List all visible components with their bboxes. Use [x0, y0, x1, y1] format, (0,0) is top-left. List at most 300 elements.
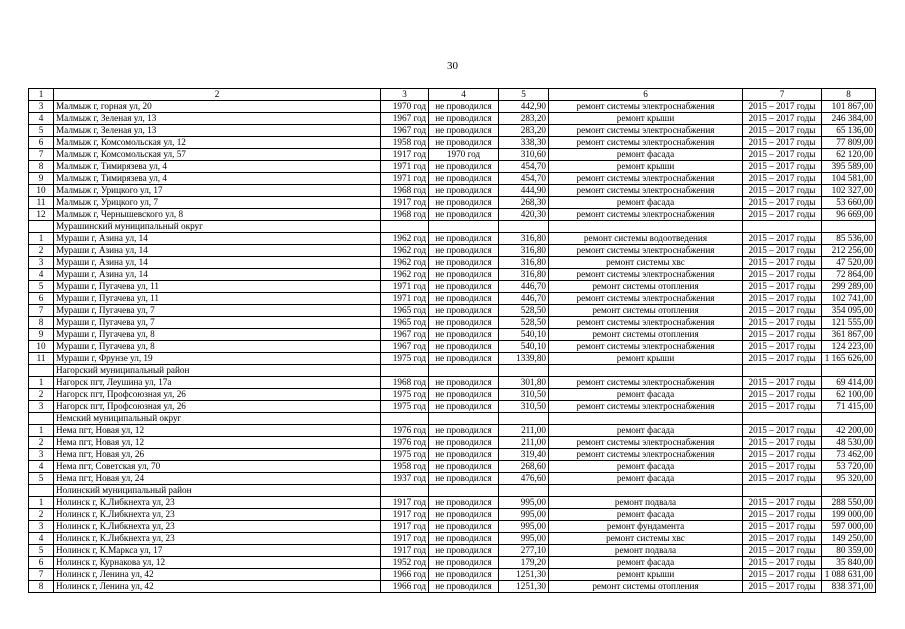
address-cell: Мураши г, Пугачева ул, 11 [54, 281, 381, 293]
section-empty-cell [743, 413, 822, 425]
section-empty-cell [549, 365, 743, 377]
build-year-cell: 1975 год [381, 449, 429, 461]
last-repair-cell: не проводился [429, 269, 499, 281]
cost-cell: 42 200,00 [822, 425, 876, 437]
cost-cell: 62 100,00 [822, 389, 876, 401]
column-header: 8 [822, 89, 876, 101]
cost-cell: 102 327,00 [822, 185, 876, 197]
row-number-cell: 8 [29, 581, 54, 593]
period-cell: 2015 – 2017 годы [743, 161, 822, 173]
cost-cell: 354 095,00 [822, 305, 876, 317]
build-year-cell: 1966 год [381, 581, 429, 593]
build-year-cell: 1967 год [381, 113, 429, 125]
address-cell: Нагорск пгт, Леушина ул, 17а [54, 377, 381, 389]
work-type-cell: ремонт крыши [549, 569, 743, 581]
address-cell: Нолинск г, К.Либкнехта ул, 23 [54, 497, 381, 509]
section-blank-cell [29, 221, 54, 233]
period-cell: 2015 – 2017 годы [743, 557, 822, 569]
area-cell: 995,00 [499, 533, 549, 545]
cost-cell: 838 371,00 [822, 581, 876, 593]
row-number-cell: 1 [29, 233, 54, 245]
period-cell: 2015 – 2017 годы [743, 329, 822, 341]
table-row [29, 185, 876, 197]
last-repair-cell: не проводился [429, 197, 499, 209]
period-cell: 2015 – 2017 годы [743, 533, 822, 545]
area-cell: 316,80 [499, 245, 549, 257]
area-cell: 442,90 [499, 101, 549, 113]
section-empty-cell [381, 365, 429, 377]
table-row [29, 533, 876, 545]
address-cell: Нагорск пгт, Профсоюзная ул, 26 [54, 401, 381, 413]
period-cell: 2015 – 2017 годы [743, 281, 822, 293]
address-cell: Мураши г, Азина ул, 14 [54, 257, 381, 269]
section-row [29, 221, 876, 233]
table-row [29, 557, 876, 569]
capital-repair-table [28, 88, 876, 593]
cost-cell: 62 120,00 [822, 149, 876, 161]
period-cell: 2015 – 2017 годы [743, 449, 822, 461]
row-number-cell: 1 [29, 377, 54, 389]
period-cell: 2015 – 2017 годы [743, 353, 822, 365]
period-cell: 2015 – 2017 годы [743, 305, 822, 317]
cost-cell: 102 741,00 [822, 293, 876, 305]
build-year-cell: 1962 год [381, 269, 429, 281]
address-cell: Малмыж г, Тимирязева ул, 4 [54, 161, 381, 173]
work-type-cell: ремонт системы электроснабжения [549, 449, 743, 461]
address-cell: Мураши г, Фрунзе ул, 19 [54, 353, 381, 365]
period-cell: 2015 – 2017 годы [743, 425, 822, 437]
cost-cell: 72 864,00 [822, 269, 876, 281]
last-repair-cell: не проводился [429, 581, 499, 593]
section-row [29, 485, 876, 497]
last-repair-cell: не проводился [429, 425, 499, 437]
area-cell: 540,10 [499, 341, 549, 353]
build-year-cell: 1975 год [381, 389, 429, 401]
row-number-cell: 4 [29, 533, 54, 545]
row-number-cell: 3 [29, 257, 54, 269]
address-cell: Нема пгт, Новая ул, 24 [54, 473, 381, 485]
last-repair-cell: 1970 год [429, 149, 499, 161]
section-empty-cell [743, 365, 822, 377]
cost-cell: 85 536,00 [822, 233, 876, 245]
row-number-cell: 5 [29, 473, 54, 485]
period-cell: 2015 – 2017 годы [743, 317, 822, 329]
last-repair-cell: не проводился [429, 281, 499, 293]
area-cell: 316,80 [499, 257, 549, 269]
work-type-cell: ремонт системы электроснабжения [549, 101, 743, 113]
cost-cell: 53 720,00 [822, 461, 876, 473]
work-type-cell: ремонт системы электроснабжения [549, 437, 743, 449]
last-repair-cell: не проводился [429, 233, 499, 245]
work-type-cell: ремонт системы отопления [549, 329, 743, 341]
build-year-cell: 1917 год [381, 197, 429, 209]
period-cell: 2015 – 2017 годы [743, 545, 822, 557]
cost-cell: 597 000,00 [822, 521, 876, 533]
work-type-cell: ремонт системы электроснабжения [549, 341, 743, 353]
cost-cell: 73 462,00 [822, 449, 876, 461]
section-empty-cell [822, 485, 876, 497]
area-cell: 446,70 [499, 281, 549, 293]
cost-cell: 77 809,00 [822, 137, 876, 149]
row-number-cell: 7 [29, 305, 54, 317]
section-label: Нолинский муниципальный район [54, 485, 381, 497]
work-type-cell: ремонт системы хвс [549, 533, 743, 545]
work-type-cell: ремонт системы электроснабжения [549, 317, 743, 329]
build-year-cell: 1937 год [381, 473, 429, 485]
build-year-cell: 1917 год [381, 509, 429, 521]
section-empty-cell [381, 485, 429, 497]
last-repair-cell: не проводился [429, 161, 499, 173]
cost-cell: 199 000,00 [822, 509, 876, 521]
area-cell: 179,20 [499, 557, 549, 569]
last-repair-cell: не проводился [429, 545, 499, 557]
last-repair-cell: не проводился [429, 533, 499, 545]
area-cell: 310,50 [499, 401, 549, 413]
build-year-cell: 1968 год [381, 185, 429, 197]
last-repair-cell: не проводился [429, 341, 499, 353]
section-empty-cell [822, 365, 876, 377]
work-type-cell: ремонт системы электроснабжения [549, 293, 743, 305]
work-type-cell: ремонт системы электроснабжения [549, 125, 743, 137]
work-type-cell: ремонт системы электроснабжения [549, 377, 743, 389]
section-blank-cell [29, 413, 54, 425]
period-cell: 2015 – 2017 годы [743, 125, 822, 137]
column-header: 7 [743, 89, 822, 101]
build-year-cell: 1968 год [381, 209, 429, 221]
cost-cell: 299 289,00 [822, 281, 876, 293]
table-row [29, 581, 876, 593]
section-empty-cell [429, 221, 499, 233]
table-body [29, 89, 876, 593]
table-row [29, 305, 876, 317]
area-cell: 310,50 [499, 389, 549, 401]
work-type-cell: ремонт крыши [549, 113, 743, 125]
work-type-cell: ремонт фасада [549, 197, 743, 209]
table-row [29, 269, 876, 281]
address-cell: Нолинск г, Курнакова ул, 12 [54, 557, 381, 569]
build-year-cell: 1971 год [381, 293, 429, 305]
row-number-cell: 2 [29, 245, 54, 257]
table-row [29, 101, 876, 113]
table-row [29, 569, 876, 581]
section-row [29, 413, 876, 425]
last-repair-cell: не проводился [429, 377, 499, 389]
build-year-cell: 1917 год [381, 521, 429, 533]
period-cell: 2015 – 2017 годы [743, 581, 822, 593]
address-cell: Нолинск г, К.Либкнехта ул, 23 [54, 509, 381, 521]
row-number-cell: 8 [29, 161, 54, 173]
table-row [29, 113, 876, 125]
cost-cell: 361 867,00 [822, 329, 876, 341]
period-cell: 2015 – 2017 годы [743, 233, 822, 245]
period-cell: 2015 – 2017 годы [743, 245, 822, 257]
build-year-cell: 1962 год [381, 245, 429, 257]
work-type-cell: ремонт системы электроснабжения [549, 269, 743, 281]
period-cell: 2015 – 2017 годы [743, 569, 822, 581]
cost-cell: 104 581,00 [822, 173, 876, 185]
area-cell: 540,10 [499, 329, 549, 341]
cost-cell: 246 384,00 [822, 113, 876, 125]
period-cell: 2015 – 2017 годы [743, 521, 822, 533]
cost-cell: 212 256,00 [822, 245, 876, 257]
build-year-cell: 1976 год [381, 425, 429, 437]
build-year-cell: 1975 год [381, 401, 429, 413]
row-number-cell: 3 [29, 401, 54, 413]
area-cell: 528,50 [499, 317, 549, 329]
row-number-cell: 3 [29, 101, 54, 113]
row-number-cell: 6 [29, 293, 54, 305]
period-cell: 2015 – 2017 годы [743, 137, 822, 149]
period-cell: 2015 – 2017 годы [743, 101, 822, 113]
work-type-cell: ремонт системы электроснабжения [549, 401, 743, 413]
table-row [29, 197, 876, 209]
row-number-cell: 2 [29, 437, 54, 449]
build-year-cell: 1962 год [381, 257, 429, 269]
last-repair-cell: не проводился [429, 209, 499, 221]
cost-cell: 288 550,00 [822, 497, 876, 509]
area-cell: 1339,80 [499, 353, 549, 365]
table-row [29, 125, 876, 137]
period-cell: 2015 – 2017 годы [743, 293, 822, 305]
area-cell: 316,80 [499, 233, 549, 245]
cost-cell: 149 250,00 [822, 533, 876, 545]
cost-cell: 47 520,00 [822, 257, 876, 269]
build-year-cell: 1917 год [381, 533, 429, 545]
section-empty-cell [743, 485, 822, 497]
row-number-cell: 5 [29, 281, 54, 293]
build-year-cell: 1967 год [381, 341, 429, 353]
table-row [29, 257, 876, 269]
build-year-cell: 1967 год [381, 125, 429, 137]
column-header: 3 [381, 89, 429, 101]
cost-cell: 80 359,00 [822, 545, 876, 557]
work-type-cell: ремонт системы отопления [549, 305, 743, 317]
period-cell: 2015 – 2017 годы [743, 149, 822, 161]
area-cell: 277,10 [499, 545, 549, 557]
cost-cell: 53 660,00 [822, 197, 876, 209]
build-year-cell: 1971 год [381, 161, 429, 173]
area-cell: 283,20 [499, 113, 549, 125]
period-cell: 2015 – 2017 годы [743, 269, 822, 281]
area-cell: 319,40 [499, 449, 549, 461]
area-cell: 268,30 [499, 197, 549, 209]
build-year-cell: 1976 год [381, 437, 429, 449]
section-label: Немский муниципальный округ [54, 413, 381, 425]
cost-cell: 48 530,00 [822, 437, 876, 449]
cost-cell: 95 320,00 [822, 473, 876, 485]
area-cell: 995,00 [499, 521, 549, 533]
period-cell: 2015 – 2017 годы [743, 185, 822, 197]
last-repair-cell: не проводился [429, 101, 499, 113]
cost-cell: 1 088 631,00 [822, 569, 876, 581]
section-blank-cell [29, 365, 54, 377]
cost-cell: 1 165 626,00 [822, 353, 876, 365]
build-year-cell: 1965 год [381, 305, 429, 317]
build-year-cell: 1962 год [381, 233, 429, 245]
table-row [29, 425, 876, 437]
work-type-cell: ремонт фасада [549, 149, 743, 161]
address-cell: Малмыж г, Тимирязева ул, 4 [54, 173, 381, 185]
cost-cell: 96 669,00 [822, 209, 876, 221]
row-number-cell: 6 [29, 137, 54, 149]
table-row [29, 401, 876, 413]
period-cell: 2015 – 2017 годы [743, 377, 822, 389]
address-cell: Малмыж г, Урицкого ул, 7 [54, 197, 381, 209]
area-cell: 995,00 [499, 509, 549, 521]
section-empty-cell [549, 413, 743, 425]
table-row [29, 137, 876, 149]
row-number-cell: 8 [29, 317, 54, 329]
row-number-cell: 7 [29, 149, 54, 161]
section-empty-cell [549, 221, 743, 233]
row-number-cell: 5 [29, 545, 54, 557]
row-number-cell: 11 [29, 197, 54, 209]
address-cell: Нолинск г, Ленина ул, 42 [54, 581, 381, 593]
work-type-cell: ремонт системы электроснабжения [549, 185, 743, 197]
table-row [29, 293, 876, 305]
section-empty-cell [429, 485, 499, 497]
work-type-cell: ремонт фасада [549, 461, 743, 473]
build-year-cell: 1958 год [381, 137, 429, 149]
address-cell: Малмыж г, Комсомольская ул, 57 [54, 149, 381, 161]
address-cell: Нолинск г, Ленина ул, 42 [54, 569, 381, 581]
build-year-cell: 1967 год [381, 329, 429, 341]
period-cell: 2015 – 2017 годы [743, 497, 822, 509]
last-repair-cell: не проводился [429, 173, 499, 185]
section-empty-cell [822, 413, 876, 425]
table-row [29, 281, 876, 293]
work-type-cell: ремонт подвала [549, 497, 743, 509]
build-year-cell: 1970 год [381, 101, 429, 113]
area-cell: 338,30 [499, 137, 549, 149]
last-repair-cell: не проводился [429, 329, 499, 341]
last-repair-cell: не проводился [429, 473, 499, 485]
area-cell: 1251,30 [499, 581, 549, 593]
page-number: 30 [447, 60, 458, 72]
area-cell: 420,30 [499, 209, 549, 221]
build-year-cell: 1917 год [381, 545, 429, 557]
area-cell: 268,60 [499, 461, 549, 473]
row-number-cell: 4 [29, 269, 54, 281]
build-year-cell: 1971 год [381, 173, 429, 185]
work-type-cell: ремонт системы электроснабжения [549, 209, 743, 221]
work-type-cell: ремонт системы отопления [549, 281, 743, 293]
period-cell: 2015 – 2017 годы [743, 437, 822, 449]
last-repair-cell: не проводился [429, 497, 499, 509]
work-type-cell: ремонт системы электроснабжения [549, 173, 743, 185]
area-cell: 528,50 [499, 305, 549, 317]
table-row [29, 389, 876, 401]
last-repair-cell: не проводился [429, 305, 499, 317]
section-empty-cell [381, 221, 429, 233]
column-header: 1 [29, 89, 54, 101]
row-number-cell: 9 [29, 173, 54, 185]
area-cell: 211,00 [499, 425, 549, 437]
build-year-cell: 1968 год [381, 377, 429, 389]
address-cell: Нагорск пгт, Профсоюзная ул, 26 [54, 389, 381, 401]
build-year-cell: 1917 год [381, 149, 429, 161]
table-row [29, 545, 876, 557]
period-cell: 2015 – 2017 годы [743, 473, 822, 485]
row-number-cell: 3 [29, 449, 54, 461]
row-number-cell: 1 [29, 497, 54, 509]
period-cell: 2015 – 2017 годы [743, 389, 822, 401]
work-type-cell: ремонт крыши [549, 161, 743, 173]
address-cell: Мураши г, Азина ул, 14 [54, 233, 381, 245]
row-number-cell: 5 [29, 125, 54, 137]
section-empty-cell [549, 485, 743, 497]
column-number-header-row [29, 89, 876, 101]
section-empty-cell [499, 221, 549, 233]
row-number-cell: 2 [29, 389, 54, 401]
table-row [29, 497, 876, 509]
address-cell: Малмыж г, горная ул, 20 [54, 101, 381, 113]
table-row [29, 437, 876, 449]
table-row [29, 329, 876, 341]
period-cell: 2015 – 2017 годы [743, 197, 822, 209]
section-blank-cell [29, 485, 54, 497]
cost-cell: 124 223,00 [822, 341, 876, 353]
address-cell: Малмыж г, Зеленая ул, 13 [54, 113, 381, 125]
last-repair-cell: не проводился [429, 113, 499, 125]
table-row [29, 149, 876, 161]
table-row [29, 209, 876, 221]
table-row [29, 521, 876, 533]
table-row [29, 473, 876, 485]
period-cell: 2015 – 2017 годы [743, 209, 822, 221]
last-repair-cell: не проводился [429, 257, 499, 269]
last-repair-cell: не проводился [429, 185, 499, 197]
section-empty-cell [381, 413, 429, 425]
column-header: 6 [549, 89, 743, 101]
build-year-cell: 1952 год [381, 557, 429, 569]
last-repair-cell: не проводился [429, 461, 499, 473]
row-number-cell: 12 [29, 209, 54, 221]
address-cell: Нолинск г, К.Либкнехта ул, 23 [54, 533, 381, 545]
table-row [29, 461, 876, 473]
last-repair-cell: не проводился [429, 125, 499, 137]
build-year-cell: 1958 год [381, 461, 429, 473]
work-type-cell: ремонт фасада [549, 509, 743, 521]
address-cell: Мураши г, Пугачева ул, 7 [54, 305, 381, 317]
row-number-cell: 3 [29, 521, 54, 533]
table-row [29, 341, 876, 353]
work-type-cell: ремонт фасада [549, 425, 743, 437]
section-empty-cell [743, 221, 822, 233]
column-header: 5 [499, 89, 549, 101]
row-number-cell: 1 [29, 425, 54, 437]
area-cell: 211,00 [499, 437, 549, 449]
cost-cell: 395 589,00 [822, 161, 876, 173]
work-type-cell: ремонт фасада [549, 557, 743, 569]
section-empty-cell [499, 365, 549, 377]
address-cell: Малмыж г, Комсомольская ул, 12 [54, 137, 381, 149]
area-cell: 1251,30 [499, 569, 549, 581]
address-cell: Нема пгт, Новая ул, 12 [54, 437, 381, 449]
table-row [29, 173, 876, 185]
area-cell: 283,20 [499, 125, 549, 137]
cost-cell: 121 555,00 [822, 317, 876, 329]
section-empty-cell [429, 365, 499, 377]
row-number-cell: 6 [29, 557, 54, 569]
area-cell: 995,00 [499, 497, 549, 509]
address-cell: Мураши г, Пугачева ул, 8 [54, 329, 381, 341]
row-number-cell: 11 [29, 353, 54, 365]
area-cell: 316,80 [499, 269, 549, 281]
last-repair-cell: не проводился [429, 557, 499, 569]
last-repair-cell: не проводился [429, 509, 499, 521]
area-cell: 446,70 [499, 293, 549, 305]
